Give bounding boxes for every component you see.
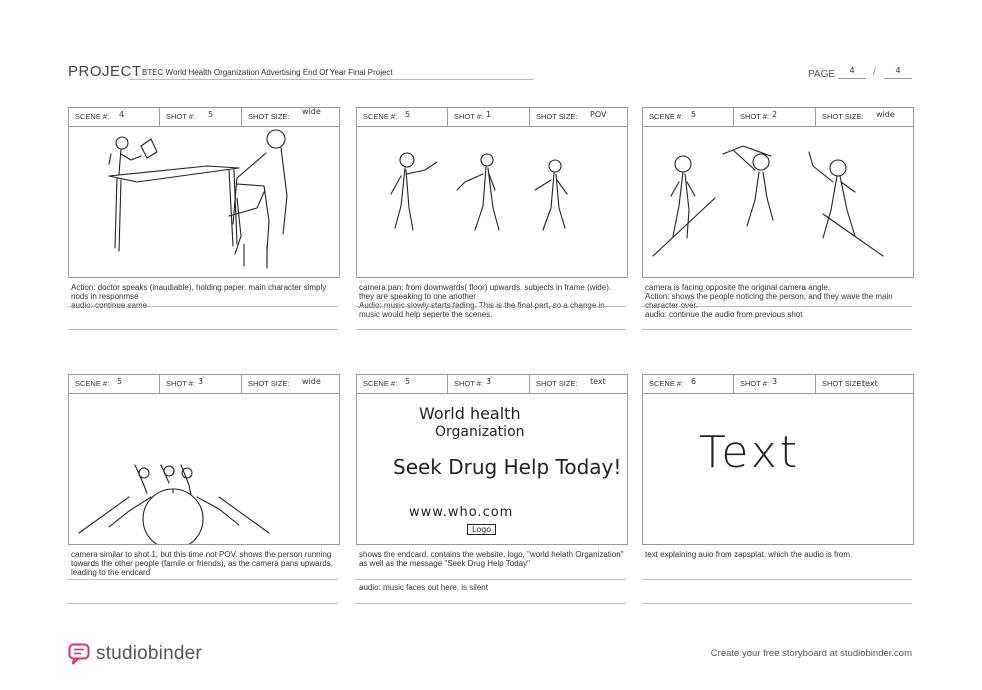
shot-meta-row: [68, 374, 340, 394]
endcard-org-line1: World health: [419, 404, 521, 423]
scene-value: 6: [691, 377, 697, 386]
brand-name: studiobinder: [96, 643, 202, 664]
shot-label: SHOT #:: [740, 379, 770, 388]
shot-size-label: SHOT SIZE:: [822, 112, 864, 121]
description-rule: [642, 603, 912, 604]
shot-meta-row: [356, 374, 628, 394]
scene-value: 5: [405, 377, 411, 386]
scene-cell[interactable]: [643, 108, 733, 126]
chat-bubble-icon: [68, 643, 90, 665]
sketch-running-person-pov: [69, 393, 339, 544]
scene-value: 4: [119, 110, 125, 119]
shot-size-value: POV: [590, 110, 607, 119]
shot-value: 3: [772, 377, 778, 386]
scene-label: SCENE #:: [363, 112, 398, 121]
description-rule: [356, 329, 626, 330]
shot-size-value: text: [862, 379, 878, 388]
scene-cell[interactable]: [357, 108, 447, 126]
shot-size-cell[interactable]: [529, 108, 627, 126]
shot-description[interactable]: camera pan: from downwards( floor) upwards. subjects in frame (wide). they are speaking to one another Audio: music slowly starts fading. This is the final part, so a change in music would help seperte the scenes.: [359, 283, 612, 319]
shot-size-cell[interactable]: [815, 375, 913, 393]
description-rule: [68, 603, 338, 604]
shot-value: 3: [198, 377, 204, 386]
sketch-frame[interactable]: [356, 126, 628, 278]
shot-label: SHOT #:: [166, 112, 196, 121]
shot-size-label: SHOT SIZE:: [822, 379, 864, 388]
endcard-org-line2: Organization: [435, 424, 525, 440]
shot-description[interactable]: camera is facing opposite the original camera angle. Action: shows the people noticing the person, and they wave the main character over. audio: continue the audio from previous shot: [645, 283, 893, 319]
shot-meta-row: [356, 107, 628, 127]
shot-cell[interactable]: [447, 375, 529, 393]
shot-meta-row: [642, 107, 914, 127]
scene-label: SCENE #:: [649, 379, 684, 388]
shot-size-cell[interactable]: [529, 375, 627, 393]
shot-cell[interactable]: [447, 108, 529, 126]
scene-cell[interactable]: [357, 375, 447, 393]
shot-size-label: SHOT SIZE:: [248, 112, 290, 121]
scene-value: 5: [405, 110, 411, 119]
shot-value: 3: [486, 377, 492, 386]
scene-label: SCENE #:: [649, 112, 684, 121]
shot-label: SHOT #:: [454, 112, 484, 121]
shot-value: 5: [208, 110, 214, 119]
shot-size-value: wide: [302, 107, 321, 116]
page-separator: /: [873, 67, 876, 78]
shot-size-cell[interactable]: [241, 375, 339, 393]
sketch-people-talking: [357, 126, 627, 277]
description-rule: [68, 579, 338, 580]
sketch-doctor-and-patient: [69, 126, 339, 277]
shot-label: SHOT #:: [166, 379, 196, 388]
scene-label: SCENE #:: [75, 379, 110, 388]
sketch-frame[interactable]: [642, 126, 914, 278]
scene-cell[interactable]: [69, 108, 159, 126]
sketch-frame[interactable]: [68, 126, 340, 278]
shot-description[interactable]: text explaining auio from zapsplat. which the audio is from.: [645, 550, 853, 559]
description-rule: [642, 579, 912, 580]
shot-size-label: SHOT SIZE:: [248, 379, 290, 388]
endcard-message: Seek Drug Help Today!: [393, 455, 622, 479]
page-number-field[interactable]: 4: [838, 66, 866, 79]
shot-size-value: wide: [302, 377, 321, 386]
shot-meta-row: [68, 107, 340, 127]
description-rule: [356, 306, 626, 307]
scene-cell[interactable]: [69, 375, 159, 393]
shot-size-value: text: [590, 377, 606, 386]
shot-cell[interactable]: [733, 375, 815, 393]
shot-value: 1: [486, 110, 492, 119]
scene-cell[interactable]: [643, 375, 733, 393]
description-rule: [68, 329, 338, 330]
scene-value: 5: [691, 110, 697, 119]
shot-cell[interactable]: [733, 108, 815, 126]
sketch-frame[interactable]: [356, 393, 628, 545]
shot-description[interactable]: Action: doctor speaks (inaudiable), holding paper. main character simply nods in responmse audio: continue same: [71, 283, 327, 310]
endcard-website: www.who.com: [409, 505, 514, 520]
sketch-people-waving: [643, 126, 913, 277]
page-label: PAGE: [808, 69, 836, 80]
description-rule: [356, 603, 626, 604]
shot-cell[interactable]: [159, 108, 241, 126]
shot-size-cell[interactable]: [241, 108, 339, 126]
shot-size-cell[interactable]: [815, 108, 913, 126]
shot-cell[interactable]: [159, 375, 241, 393]
shot-size-label: SHOT SIZE:: [536, 112, 578, 121]
page-total-field[interactable]: 4: [884, 66, 912, 79]
shot-size-value: wide: [876, 110, 895, 119]
project-title[interactable]: BTEC World Health Organization Advertising End Of Year Final Project: [130, 68, 534, 80]
sketch-frame[interactable]: [642, 393, 914, 545]
description-rule: [68, 306, 338, 307]
shot-audio-note[interactable]: audio: music faces out here. is silent: [359, 583, 488, 592]
project-label: PROJECT: [68, 63, 142, 80]
shot-size-label: SHOT SIZE:: [536, 379, 578, 388]
studiobinder-logo[interactable]: [68, 643, 202, 665]
description-rule: [356, 579, 626, 580]
description-rule: [642, 329, 912, 330]
endcard-logo-box: Logo: [467, 524, 496, 535]
scene-label: SCENE #:: [363, 379, 398, 388]
shot-meta-row: [642, 374, 914, 394]
scene-value: 5: [117, 377, 123, 386]
scene-label: SCENE #:: [75, 112, 110, 121]
description-rule: [642, 306, 912, 307]
sketch-frame[interactable]: [68, 393, 340, 545]
shot-description[interactable]: shows the endcard. contains the website, logo, "world helath Organization" as well as the message "Seek Drug Help Today": [359, 550, 624, 568]
shot-label: SHOT #:: [740, 112, 770, 121]
shot-value: 2: [772, 110, 778, 119]
shot-description[interactable]: camera similar to shot 1, but this time not POV. shows the person running towards the other people (famile or friends), as the camera pans upwards, leading to the endcard: [71, 550, 333, 577]
shot-label: SHOT #:: [454, 379, 484, 388]
handwritten-text: Text: [699, 427, 800, 478]
footer-cta-link[interactable]: Create your free storyboard at studiobinder.com: [710, 648, 912, 659]
